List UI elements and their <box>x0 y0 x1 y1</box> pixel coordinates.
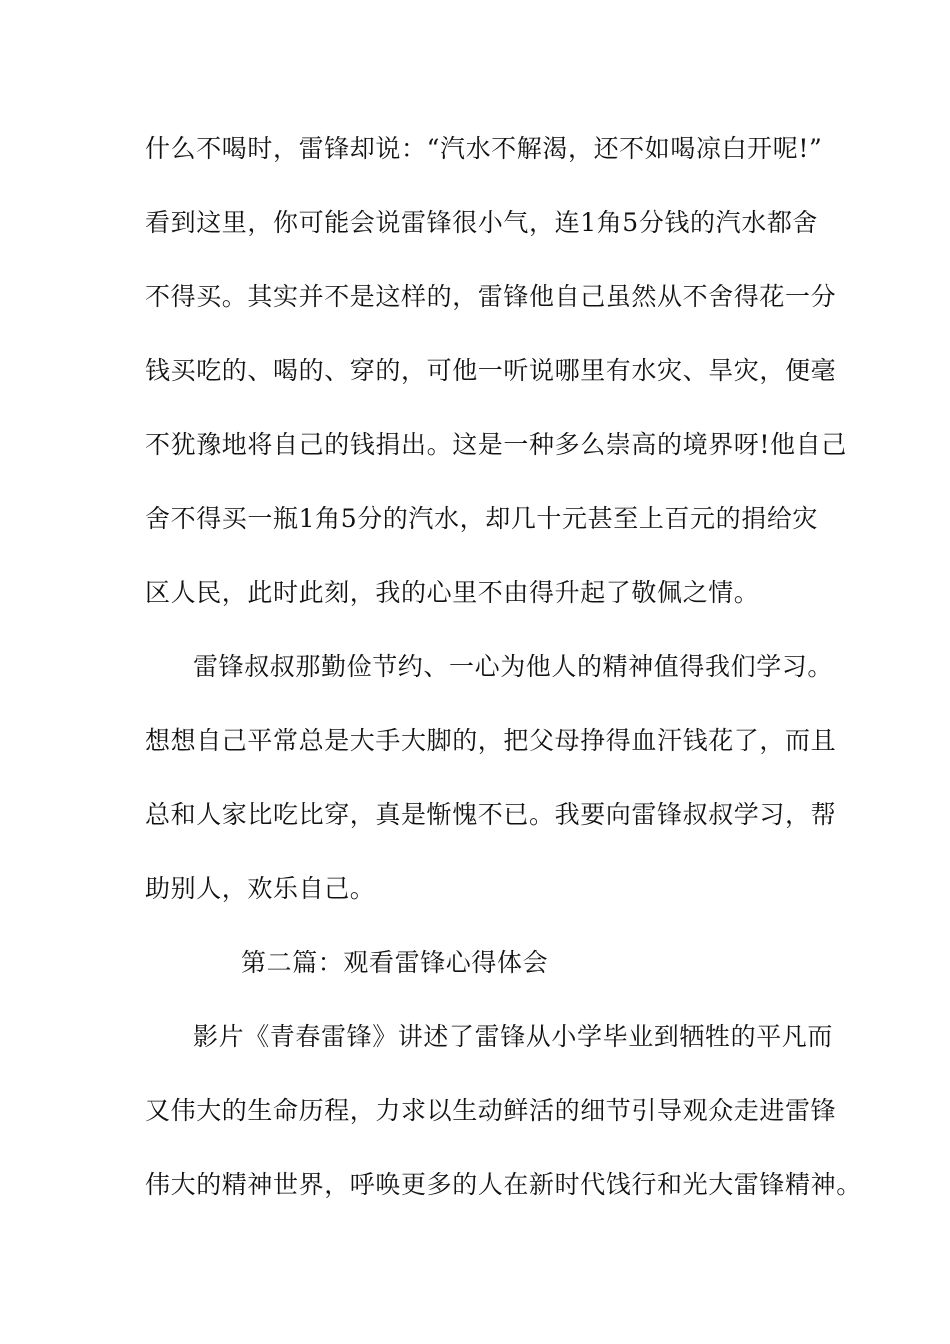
body-text <box>145 112 862 1222</box>
text-line: 又伟大的生命历程，力求以生动鲜活的细节引导观众走进雷锋 <box>145 1096 837 1125</box>
text-line: 助别人，欢乐自己。 <box>145 874 376 903</box>
paragraph-first-line: 雷锋叔叔那勤俭节约、一心为他人的精神值得我们学习。 <box>193 652 834 681</box>
text-line: 钱买吃的、喝的、穿的，可他一听说哪里有水灾、旱灾，便毫 <box>145 356 837 385</box>
section-heading: 第二篇：观看雷锋心得体会 <box>241 948 549 977</box>
text-line: 看到这里，你可能会说雷锋很小气，连1角5分钱的汽水都舍 <box>145 208 819 237</box>
text-line: 总和人家比吃比穿，真是惭愧不已。我要向雷锋叔叔学习，帮 <box>145 800 837 829</box>
text-line: 伟大的精神世界，呼唤更多的人在新时代饯行和光大雷锋精神。 <box>145 1170 862 1199</box>
paragraph-first-line: 影片《青春雷锋》讲述了雷锋从小学毕业到牺牲的平凡而 <box>193 1022 834 1051</box>
text-line: 不得买。其实并不是这样的，雷锋他自己虽然从不舍得花一分 <box>145 282 837 311</box>
text-line: 什么不喝时，雷锋却说：“汽水不解渴，还不如喝凉白开呢!” <box>145 134 823 163</box>
text-line: 想想自己平常总是大手大脚的，把父母挣得血汗钱花了，而且 <box>145 726 837 755</box>
text-line: 舍不得买一瓶1角5分的汽水，却几十元甚至上百元的捐给灾 <box>145 504 819 533</box>
text-line: 不犹豫地将自己的钱捐出。这是一种多么崇高的境界呀!他自己 <box>145 430 847 459</box>
text-line: 区人民，此时此刻，我的心里不由得升起了敬佩之情。 <box>145 578 760 607</box>
